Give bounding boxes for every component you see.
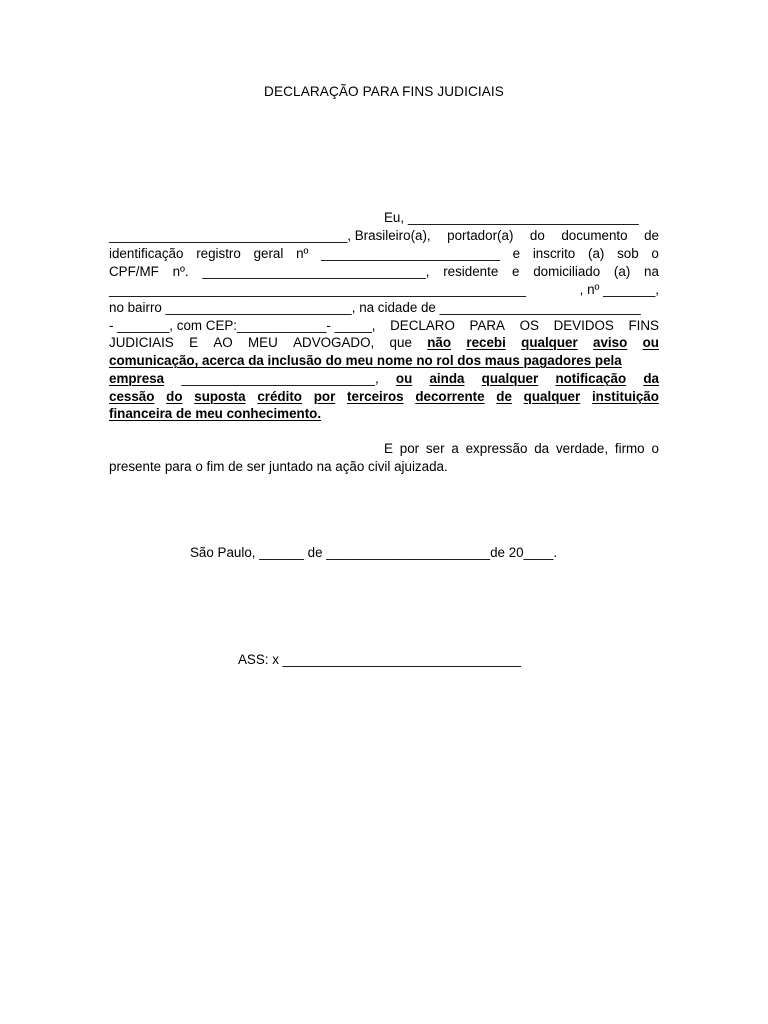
emphasis-text: aviso [593,335,628,350]
body-text: PARA [469,318,505,333]
body-line-12 [109,404,659,423]
body-text: o [651,246,659,261]
emphasis-text: crédito [257,389,302,404]
signature-line: ASS: x ________________________________ [238,652,521,667]
emphasis-text: suposta [194,389,246,404]
body-text: residente [443,264,499,279]
body-line-8 [109,333,659,352]
body-text: na [644,264,659,279]
body-text: firmo [614,441,645,456]
emphasis-text: qualquer [521,335,578,350]
body-text: o [651,441,659,456]
body-text: CPF/MF [109,264,159,279]
emphasis-text: recebi [466,335,506,350]
body-text: __________________________, [181,371,379,386]
body-text: E [189,335,198,350]
emphasis-text: ou [395,371,413,386]
body-text: nº [296,246,309,261]
body-text: DEVIDOS [553,318,614,333]
body-text: expressão [465,441,528,456]
body-text: domiciliado [533,264,601,279]
emphasis-text: ou [642,335,659,350]
body-text: (a) [613,264,631,279]
body-text: portador(a) [447,228,514,243]
closing-line-1 [384,439,659,458]
place-date-line: São Paulo, ______ de ______________________de 20____. [190,545,558,560]
emphasis-text: não [427,335,452,350]
body-text: inscrito [532,246,576,261]
document-title: DECLARAÇÃO PARA FINS JUDICIAIS [264,84,504,99]
body-text: ADVOGADO, [293,335,375,350]
body-line-4 [109,262,659,281]
body-text: por [399,441,420,456]
emphasis-text: decorrente [415,389,485,404]
body-text: a [451,441,459,456]
body-text: do [529,228,545,243]
emphasis-text: notificação [555,371,627,386]
body-text: de [644,228,659,243]
body-text: - _______, com CEP:____________- _____, [109,318,376,333]
body-text: sob [617,246,639,261]
closing-line-2 [109,457,659,476]
body-text: presente para o fim de ser juntado na ação civil ajuizada. [109,459,448,474]
body-line-3 [109,244,659,263]
body-text: identificação [109,246,184,261]
body-text: E [384,441,393,456]
body-text: da [534,441,550,456]
body-text: , nº _______, [579,282,659,297]
body-line-10 [109,369,659,388]
body-text: ______________________________, [202,264,430,279]
body-text: (a) [587,246,605,261]
body-text: documento [561,228,628,243]
emphasis-text: do [166,389,183,404]
emphasis-text: comunicação, acerca da inclusão do meu nome no rol dos maus pagadores pela [109,353,622,368]
emphasis-text: ainda [429,371,465,386]
body-text: e [512,264,520,279]
body-text: DECLARO [390,318,455,333]
body-line-1 [384,208,659,227]
emphasis-text: da [643,371,659,386]
emphasis-text: qualquer [523,389,581,404]
body-text: geral [253,246,284,261]
body-text: Eu, _______________________________ [384,210,639,225]
body-text: registro [196,246,241,261]
emphasis-text: financeira de meu conhecimento. [109,406,322,421]
emphasis-text: cessão [109,389,155,404]
body-text: OS [519,318,539,333]
body-line-5 [109,280,659,299]
body-line-6 [109,298,659,317]
body-text: AO [213,335,233,350]
emphasis-text: terceiros [347,389,404,404]
body-line-2 [109,226,659,245]
body-text: verdade, [555,441,609,456]
body-text: FINS [628,318,659,333]
body-text: ________________________________, Brasileiro(a), [109,228,431,243]
body-text: ________________________ [321,246,500,261]
body-text: ________________________________________________________ [109,282,527,297]
body-text: e [512,246,521,261]
emphasis-text: empresa [109,371,165,386]
body-text: ser [425,441,445,456]
body-text: nº. [172,264,189,279]
body-text: MEU [248,335,278,350]
emphasis-text: por [313,389,336,404]
emphasis-text: de [496,389,512,404]
body-text: que [389,335,412,350]
body-line-9 [109,351,659,370]
emphasis-text: qualquer [481,371,539,386]
emphasis-text: instituição [591,389,659,404]
body-text: no bairro _________________________, na cidade de ___________________________ [109,300,641,315]
body-text: JUDICIAIS [109,335,174,350]
